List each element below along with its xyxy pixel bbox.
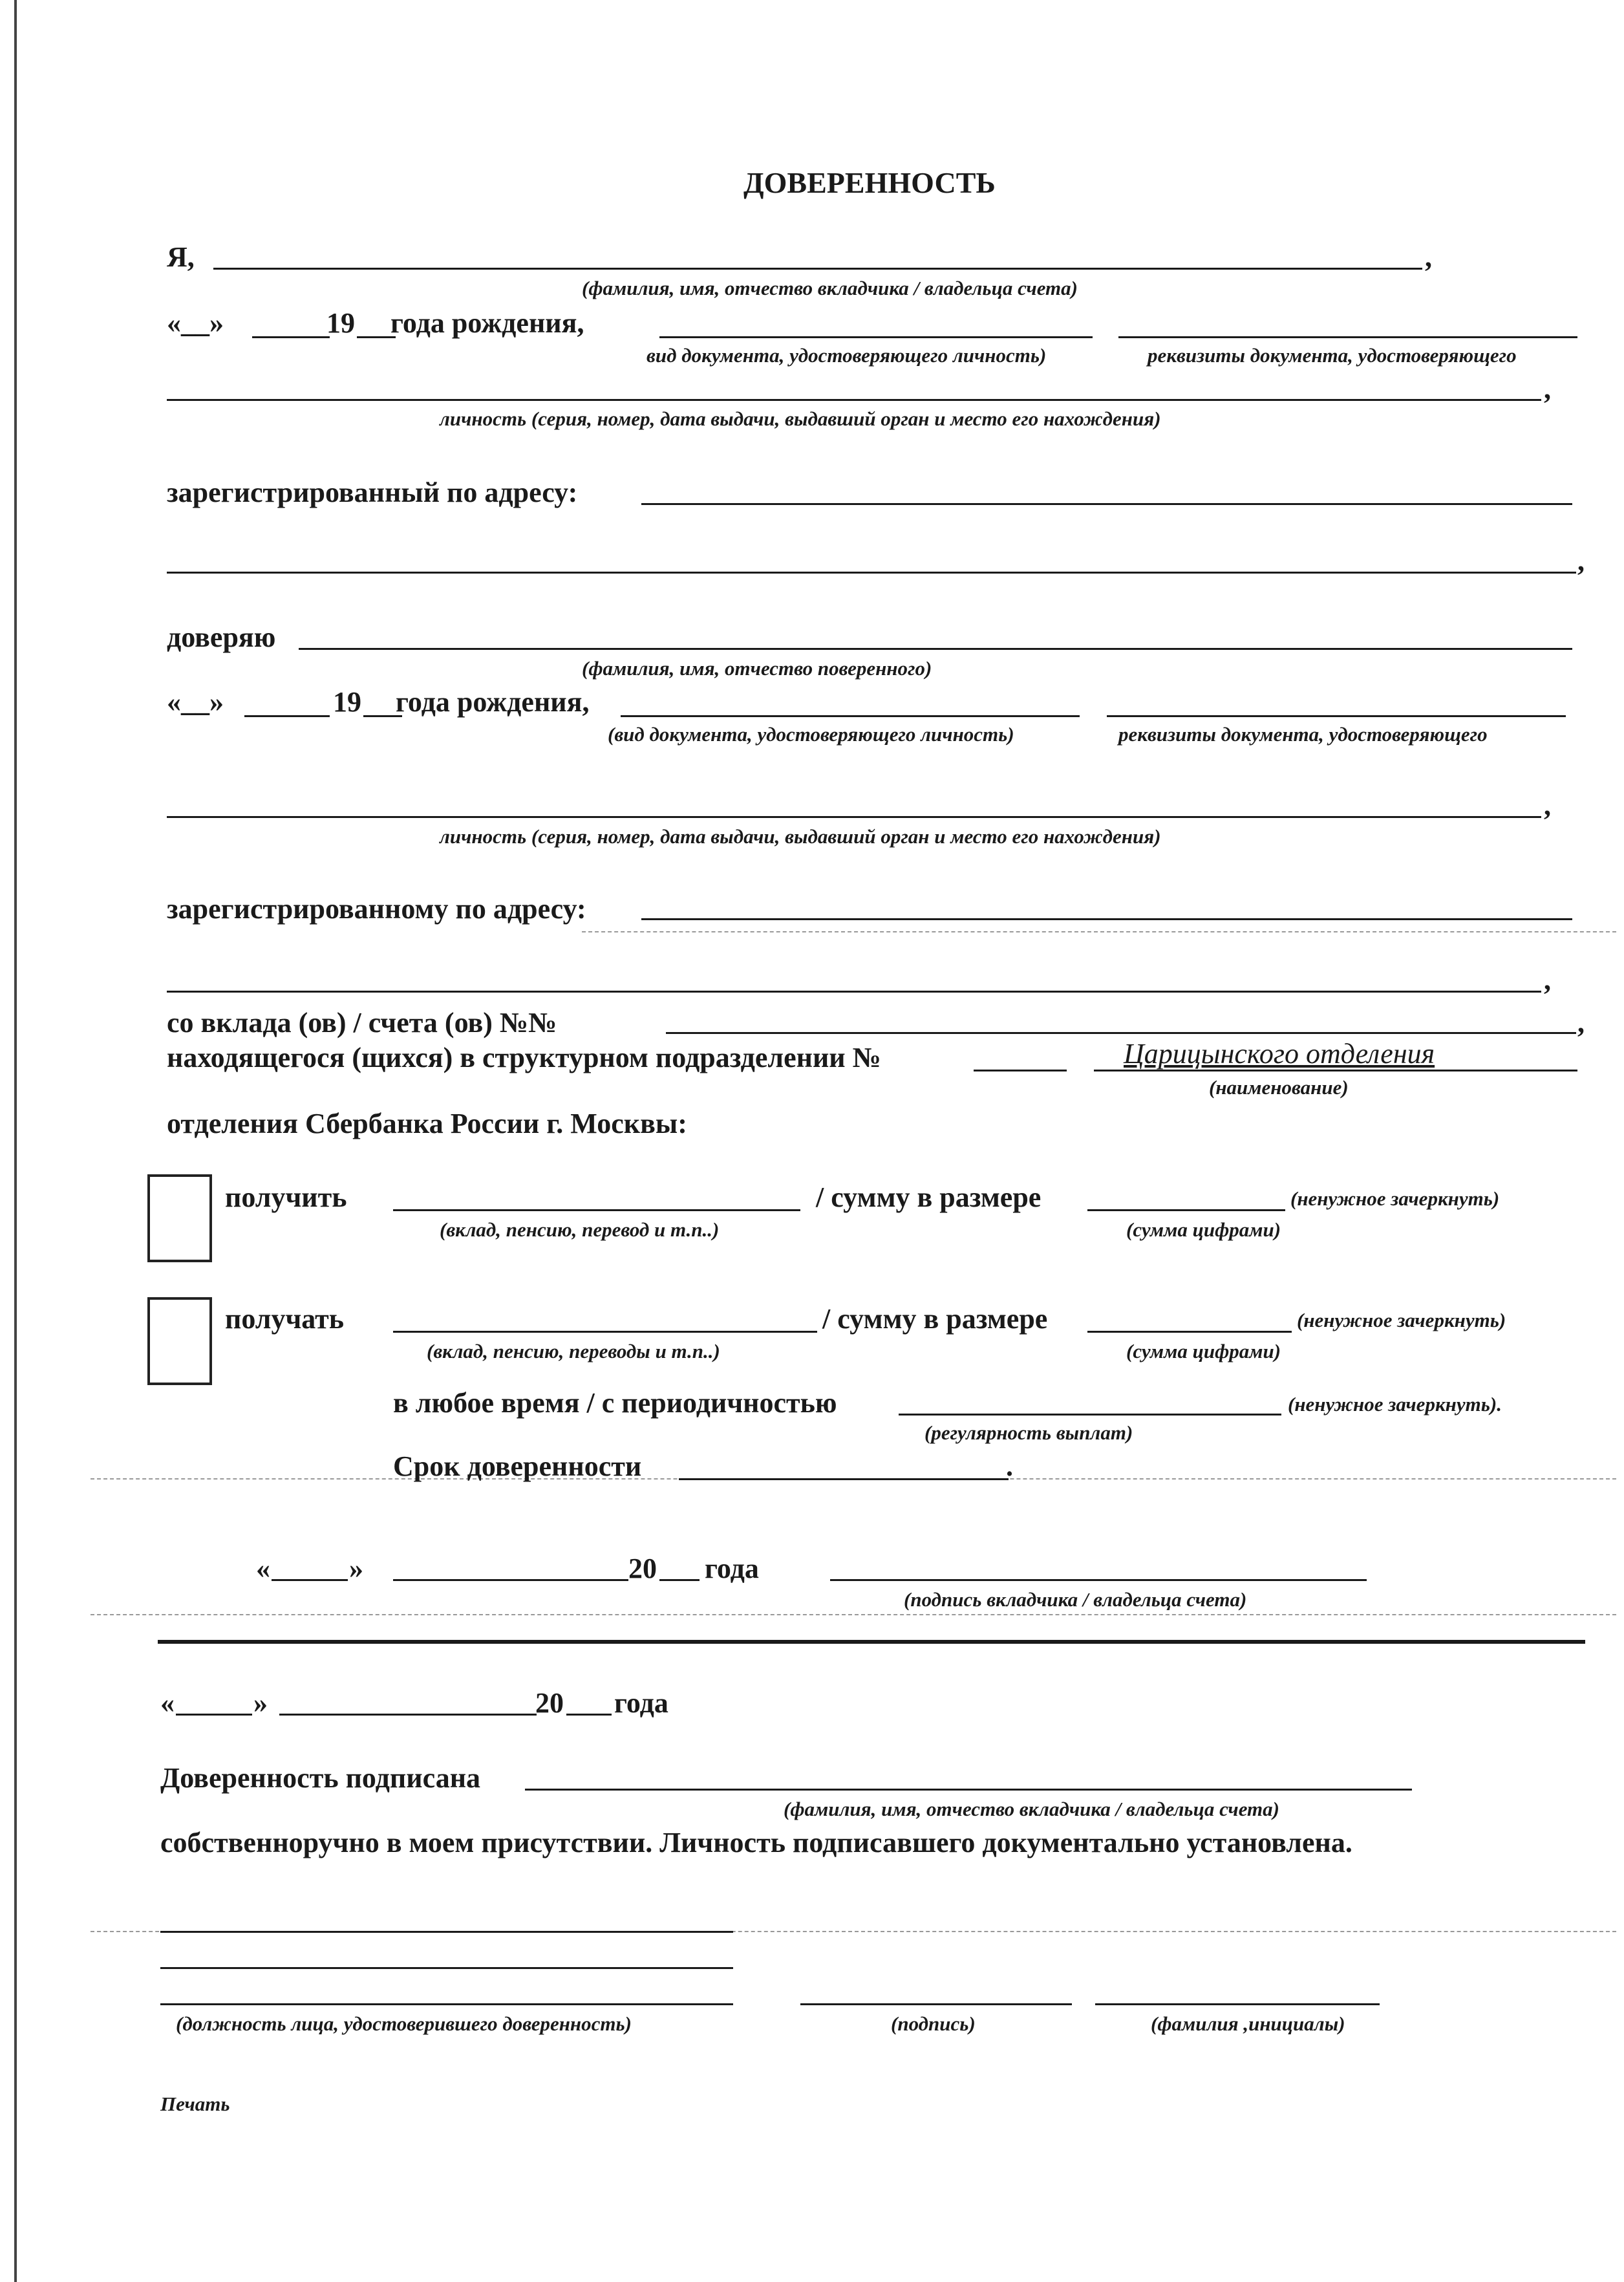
birth-day-2-field[interactable] (244, 715, 330, 717)
anytime-label: в любое время / с периодичностью (393, 1387, 837, 1419)
date1-month-field[interactable] (393, 1579, 628, 1581)
section-divider (158, 1640, 1585, 1644)
date1-day-field[interactable] (272, 1579, 348, 1581)
receive-label: получить (225, 1181, 347, 1213)
birth-day-1-field[interactable] (252, 336, 330, 338)
principal-name-caption: (фамилия, имя, отчество вкладчика / владельца счета) (582, 277, 1078, 299)
ident-1-field[interactable] (167, 399, 1541, 401)
position-field-1[interactable] (160, 1931, 733, 1933)
period-caption: (регулярность выплат) (924, 1421, 1133, 1444)
doc-req-2-field[interactable] (1107, 715, 1566, 717)
birth-day-2: «__» (167, 686, 224, 718)
birth-year-1-field[interactable] (357, 336, 396, 338)
receive2-caption: (вклад, пенсию, переводы и т.п..) (427, 1340, 720, 1362)
receive2-sum-label: / сумму в размере (822, 1303, 1048, 1335)
receive-item-field[interactable] (393, 1209, 800, 1211)
doc-type-caption-1: вид документа, удостоверяющего личность) (646, 344, 1047, 367)
position-caption: (должность лица, удостоверившего доверенность) (176, 2012, 632, 2035)
scan-edge (14, 0, 17, 2282)
term-field[interactable] (679, 1478, 1009, 1480)
receive-sum-field[interactable] (1087, 1209, 1285, 1211)
scan-artifact-line-3 (91, 1614, 1616, 1615)
ya-label: Я, (167, 241, 195, 273)
date2-month-field[interactable] (279, 1714, 537, 1716)
ident-caption-2: личность (серия, номер, дата выдачи, выдавший орган и место его нахождения) (440, 825, 1161, 848)
branch-caption: (наименование) (1209, 1076, 1349, 1099)
subdivision-number-field[interactable] (974, 1070, 1067, 1071)
date1-suffix: года (705, 1553, 759, 1584)
attorney-name-field[interactable] (299, 648, 1572, 650)
sum-caption-2: (сумма цифрами) (1126, 1340, 1281, 1362)
receive2-item-field[interactable] (393, 1331, 817, 1333)
deposit-accounts-field[interactable] (666, 1032, 1576, 1034)
receive-note: (ненужное зачеркнуть) (1290, 1187, 1500, 1210)
receive-periodic-checkbox[interactable] (147, 1297, 212, 1385)
date2-suffix: года (614, 1687, 668, 1719)
principal-signature-field[interactable] (830, 1579, 1367, 1581)
signature-caption: (подпись) (891, 2012, 976, 2035)
term-label: Срок доверенности (393, 1450, 642, 1482)
presence-text: собственноручно в моем присутствии. Личность подписавшего документально установлена. (160, 1827, 1352, 1858)
doc-req-1-field[interactable] (1118, 336, 1577, 338)
periodicity-field[interactable] (899, 1414, 1281, 1415)
attorney-name-caption: (фамилия, имя, отчество поверенного) (582, 657, 932, 680)
birth-day-1: «__» (167, 307, 224, 339)
date2-close: » (253, 1687, 268, 1719)
date2-year-field[interactable] (566, 1714, 612, 1716)
certifier-initials-field[interactable] (1095, 2003, 1380, 2005)
date1-open: « (256, 1553, 270, 1584)
doc-type-caption-2: (вид документа, удостоверяющего личность) (608, 723, 1014, 746)
certifier-signature-field[interactable] (800, 2003, 1072, 2005)
anytime-note: (ненужное зачеркнуть). (1288, 1393, 1502, 1415)
located-label: находящегося (щихся) в структурном подразделении № (167, 1042, 881, 1073)
sum-caption: (сумма цифрами) (1126, 1218, 1281, 1241)
principal-signature-caption: (подпись вкладчика / владельца счета) (904, 1588, 1247, 1611)
date2-open: « (160, 1687, 175, 1719)
stamp-label: Печать (160, 2093, 230, 2115)
document-title: ДОВЕРЕННОСТЬ (743, 166, 996, 199)
position-field-2[interactable] (160, 1967, 733, 1969)
signed-label: Доверенность подписана (160, 1762, 481, 1794)
doc-type-1-field[interactable] (659, 336, 1093, 338)
doc-type-2-field[interactable] (621, 715, 1080, 717)
signed-by-caption: (фамилия, имя, отчество вкладчика / владельца счета) (784, 1798, 1279, 1820)
reg-label-2: зарегистрированному по адресу: (167, 893, 586, 925)
signed-by-field[interactable] (525, 1789, 1412, 1791)
receive-once-checkbox[interactable] (147, 1174, 212, 1262)
doc-req-caption-2: реквизиты документа, удостоверяющего (1118, 723, 1488, 746)
initials-caption: (фамилия ,инициалы) (1151, 2012, 1345, 2035)
sber-label: отделения Сбербанка России г. Москвы: (167, 1108, 687, 1139)
deposit-label: со вклада (ов) / счета (ов) №№ (167, 1007, 557, 1039)
principal-name-field[interactable] (213, 268, 1422, 270)
birth-year-prefix-1: 19 (326, 307, 355, 339)
page: ДОВЕРЕННОСТЬ Я, , (фамилия, имя, отчество вкладчика / владельца счета) «__» 19 года рождения, вид документа, удостоверяющего личность) реквизиты документа, удостоверяющего , личность (серия, номер, дата выдачи, выдавший орган и место его нахождения) зарегистрированный по адресу: , доверяю (фамилия, имя, отчество поверенного) «__» 19 года рождения, (вид документа, удостоверяющего личность) реквизиты документа, удостоверяющего , личность (серия, номер, дата выдачи, выдавший орган и место его нахождения) зарегистрированному по адресу: , со вклада (ов) / счета (ов) №№ , находящегося (щихся) в структурном подразделении № Царицынского отделения (наименование) отделения Сбербанка России г. Москвы: получить / сумму в размере (ненужное зачеркнуть) (вклад, пенсию, перевод и т.п..) (сумма цифрами) получать / сумму в размере (ненужное зачеркнуть) (вклад, пенсию, переводы и т.п..) (сумма цифрами) в любое время / с периодичностью (ненужное зачеркнуть). (регулярность выплат) Срок доверенности . « » 20 года (подпись вкладчика / владельца счета) « » 20 года Доверенность подписана (фамилия, имя, отчество вкладчика / владельца счета) собственноручно в моем присутствии. Личность подписавшего документально установлена. (должность лица, удостоверившего доверенность) (подпись) (фамилия ,инициалы) Печать (0, 0, 1624, 2282)
birth-suffix-2: года рождения, (396, 686, 590, 718)
reg-address-2-field[interactable] (641, 918, 1572, 920)
date1-year-field[interactable] (659, 1579, 700, 1581)
receive-sum-label: / сумму в размере (816, 1181, 1042, 1213)
receive-caption: (вклад, пенсию, перевод и т.п..) (440, 1218, 720, 1241)
date1-close: » (349, 1553, 363, 1584)
date2-day-field[interactable] (176, 1714, 252, 1716)
reg-address-1-field[interactable] (641, 503, 1572, 505)
birth-suffix-1: года рождения, (390, 307, 584, 339)
ident-2-field[interactable] (167, 816, 1541, 818)
reg-label-1: зарегистрированный по адресу: (167, 477, 578, 508)
receive2-label: получать (225, 1303, 345, 1335)
scan-artifact-line (582, 931, 1616, 932)
receive2-note: (ненужное зачеркнуть) (1297, 1309, 1506, 1331)
reg-address-2b-field[interactable] (167, 991, 1541, 993)
date1-year-prefix: 20 (628, 1553, 657, 1584)
branch-name-value: Царицынского отделения (1124, 1038, 1435, 1070)
birth-year-prefix-2: 19 (333, 686, 361, 718)
ident-caption-1: личность (серия, номер, дата выдачи, выдавший орган и место его нахождения) (440, 407, 1161, 430)
date2-year-prefix: 20 (535, 1687, 564, 1719)
doc-req-caption-1: реквизиты документа, удостоверяющего (1148, 344, 1517, 367)
receive2-sum-field[interactable] (1087, 1331, 1292, 1333)
position-field-3[interactable] (160, 2003, 733, 2005)
reg-address-1b-field[interactable] (167, 572, 1576, 574)
trust-label: доверяю (167, 621, 276, 653)
